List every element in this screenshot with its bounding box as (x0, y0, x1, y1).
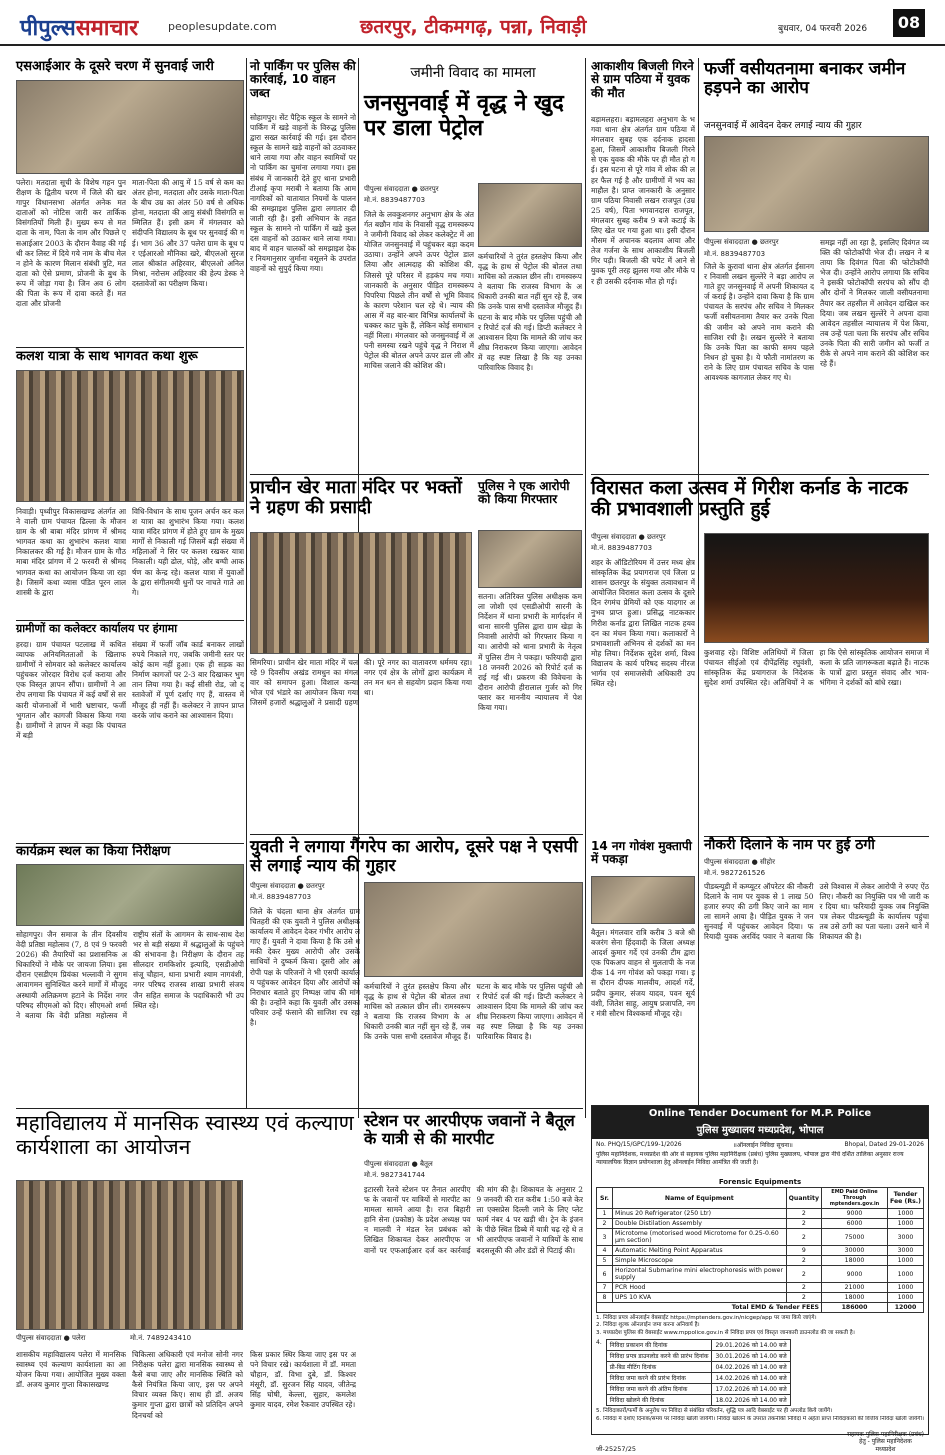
article-body-kalash-2: विधि-विधान के साथ पूजन अर्चन कर कलश यात्रा का शुभारंभ किया गया। कलश यात्रा मंदिर प्रांगण में होते हुए ग्राम के मुख्य मार्गों से निकाली गई जिसमें बड़ी संख्या में महिलाओं ने सिर पर कलश रखकर यात्रा निकाली। यही ढोल, घोड़े, और बग्घी आकर्षण का केन्द्र रहे। कलश यात्रा में युवाओं के द्वारा संगीतमयी धुनों पर नाचते गाते आगे। (132, 507, 244, 597)
photo-farji-complainants (704, 136, 929, 232)
headline-kalash: कलश यात्रा के साथ भागवत कथा शुरू (16, 349, 198, 364)
photo-kalash-yatra (16, 370, 244, 502)
tender-cell-qty: 2 (786, 1209, 821, 1219)
tender-cell-sr: 8 (597, 1293, 613, 1303)
deck-farji: जनसुनवाई में आवेदन देकर लगाई न्याय की गुहार (704, 121, 862, 131)
mobile-farji: मो.नं. 8839487703 (704, 250, 766, 258)
signatory-line-2: हेतु - पुलिस महानिदेशक (859, 1438, 912, 1446)
photo-gauvansh (591, 876, 695, 924)
section-rule (250, 474, 583, 475)
article-body-kalash: निवाड़ी। पृथ्वीपुर विकासखण्ड अंतर्गत आने वाली ग्राम पंचायत ढिल्ला के मौजन ग्राम के श्री बाबा मंदिर प्रांगण में श्रीमद भागवत कथा का शुभारंभ कलश यात्रा निकालकर की गई है। मौजन ग्राम के गौठमाबा मंदिर प्रांगण में 2 फरवरी से श्रीमद भागवत कथा का आयोजन किया जा रहा है। जिसमें कथा व्यास पंडित पूरन लाल शास्त्री के द्वारा (16, 507, 126, 597)
col-sr: Sr. (597, 1188, 613, 1209)
article-body-main-2: कर्मचारियों ने तुरंत हस्तक्षेप किया और वृद्ध के हाथ से पेट्रोल की बोतल तथा माचिस को तत्काल छीन ली। रामस्वरूप ने बताया कि राजस्व विभाग के अधिकारी उनकी बात नहीं सुन रहे हैं, जबकि उनके पास सभी दस्तावेज मौजूद हैं। घटना के बाद मौके पर पुलिस पहुंची और रिपोर्ट दर्ज की गई। डिप्टी कलेक्टर ने आश्वासन दिया कि मामले की जांच कर शीघ्र निराकरण किया जाएगा। आवेदन में वह स्पष्ट लिखा है कि यह उनका पारिवारिक विवाद है। (478, 252, 582, 373)
column-rule (698, 58, 699, 1118)
tender-schedule-number: 4. (596, 1339, 602, 1347)
tender-cell-emd: 30000 (822, 1246, 888, 1256)
edition-title: छतरपुर, टीकमगढ़, पन्ना, निवाड़ी (360, 16, 587, 38)
headline-gram: ग्रामीणों का कलेक्टर कार्यालय पर हंगामा (16, 622, 178, 635)
tender-footer (592, 1431, 928, 1455)
tender-ref-no: No. PHQ/15/GPC/199-1/2026 (596, 1141, 682, 1148)
tender-cell-name: Simple Microscope (613, 1256, 787, 1266)
mobile-rpf: मो.नं. 9827341744 (364, 1171, 426, 1179)
logo-text: पीपुल्स (20, 16, 76, 41)
schedule-row (606, 1395, 790, 1406)
tender-row (597, 1229, 924, 1246)
tender-schedule-row (592, 1337, 928, 1406)
photo-elder-protest (478, 183, 582, 247)
section-rule (591, 474, 929, 475)
kicker-land-dispute: जमीनी विवाद का मामला (410, 65, 536, 81)
schedule-label: निविदा जमा करने की प्रारंभ दिनांक (606, 1373, 712, 1384)
tender-cell-sr: 3 (597, 1229, 613, 1246)
article-body-sir-2: माता-पिता की आयु में 15 वर्ष से कम का अंतर होना, मतदाता और उसके माता-पिता के बीच उम्र का अंतर 50 वर्ष से अधिक होना, मतदाता की आयु संबंधी विसंगति सम्मिलित हैं। इसी क्रम में मंगलवार को संदीपनि विद्यालय के बूथ पर सुनवाई की गई। भाग 36 और 37 पलेरा ग्राम के बूथ पर एईआरओ मौनिका खरे, बीएलओ सुरजलाल श्रीकांत अहिरवार, बीएलओ अनिल मिश्रा, नरोत्तम अहिरवार की हेल्प डेस्क ने दस्तावेजों का परीक्षण किया। (132, 178, 244, 288)
headline-virasat: विरासत कला उत्सव में गिरीश कर्नाड के नाटक की प्रभावशाली प्रस्तुति हुई (591, 477, 908, 521)
total-label: Total EMD & Tender FEES (597, 1303, 822, 1313)
tender-cell-name: Horizontal Submarine mini electrophoresis with power supply (613, 1266, 787, 1283)
headline-sir: एसआईआर के दूसरे चरण में सुनवाई जारी (16, 59, 214, 74)
article-body-main: जिले के लवकुशनगर अनुभाग क्षेत्र के अंतर्गत बछौन गांव के निवासी वृद्ध रामस्वरूप ने जमीनी विवाद को लेकर कलेक्ट्रेट में आयोजित जनसुनवाई में पहुंचकर बड़ा कदम उठाया। उन्होंने अपने ऊपर पेट्रोल डाल लिया और आत्मदाह की कोशिश की, जिससे पूरे परिसर में हड़कंप मच गया। जानकारी के अनुसार पीड़ित रामस्वरूप पिपरिया पिछले तीन वर्षों से भूमि विवाद के कारण परेशान चल रहे थे। न्याय की आस में वह बार-बार विभिन्न कार्यालयों के चक्कर काट चुके हैं, लेकिन कोई समाधान नहीं मिला। मंगलवार को जनसुनवाई में अपनी समस्या रखने पहुंचे वृद्ध ने निराश में पेट्रोल की बोतल अपने ऊपर डाल ली और माचिस जलाने की कोशिश की। (364, 210, 474, 371)
article-body-parking: सोहागपुर। सेंट पैट्रिक स्कूल के सामने नो पार्किंग में खड़े वाहनों के विरुद्ध पुलिस द्वारा सख्त कार्रवाई की गई। इस दौरान स्कूल के सामने खड़े वाहनों को उठवाकर थाने लाया गया और वाहन स्वामियों पर नो पार्किंग का चुमांना लगाया गया। इस संबंध में जानकारी देते हुए थाना प्रभारी टीआई कृपा मराबी ने बताया कि आम नागरिकों को यातायात नियमों के पालन की समझाइश पुलिस द्वारा लगातार दी जाती रही है। इसी अभियान के तहत स्कूल के सामने नो पार्किंग में खड़े कुल दस वाहनों को उठाकर थाने लाया गया। बाद में वाहन चालकों को समझाइश देकर नियमानुसार जुर्माना वसूलने के उपरांत वाहनों को सुपुर्द किया गया। (250, 113, 356, 274)
schedule-value: 17.02.2026 को 14.00 बजे (712, 1384, 790, 1395)
tender-title: Online Tender Document for M.P. Police (592, 1106, 928, 1121)
tender-row (597, 1283, 924, 1293)
tender-cell-fee: 1000 (888, 1283, 924, 1293)
schedule-label: निविदा खोलने की दिनांक (606, 1395, 712, 1406)
tender-cell-sr: 1 (597, 1209, 613, 1219)
tender-cell-fee: 1000 (888, 1256, 924, 1266)
article-body-gangrape-2: कर्मचारियों ने तुरंत हस्तक्षेप किया और वृद्ध के हाथ से पेट्रोल की बोतल तथा माचिस को तत्काल छीन ली। रामस्वरूप ने बताया कि राजस्व विभाग के अधिकारी उनकी बात नहीं सुन रहे हैं, जबकि उनके पास सभी दस्तावेज मौजूद हैं। घटना के बाद मौके पर पुलिस पहुंची और रिपोर्ट दर्ज की गई। डिप्टी कलेक्टर ने आश्वासन दिया कि मामले की जांच कर शीघ्र निराकरण किया जाएगा। आवेदन में वह स्पष्ट लिखा है कि यह उनका पारिवारिक विवाद है। (364, 982, 583, 1042)
column-rule (246, 58, 247, 1108)
tender-note-5: 5. निविदाकारों/फर्मों के अनुरोध पर निविदा से संबंधित परिवर्तन, शुद्धि पत्र आदि वेबसाईट पर ही अपलोड किये जायेंगे। (596, 1408, 833, 1415)
column-rule (585, 58, 586, 1118)
schedule-label: निविदा जमा करने की अंतिम दिनांक (606, 1384, 712, 1395)
headline-farji: फर्जी वसीयतनामा बनाकर जमीन हड़पने का आरोप (704, 59, 906, 99)
col-fee: Tender Fee (Rs.) (888, 1188, 924, 1209)
mobile-virasat: मो.नं. 8839487703 (591, 544, 653, 552)
tender-cell-emd: 9000 (822, 1209, 888, 1219)
tender-section-title: Forensic Equipments (718, 1178, 802, 1186)
tender-cell-qty: 2 (786, 1293, 821, 1303)
schedule-row (606, 1362, 790, 1373)
tender-cell-sr: 2 (597, 1219, 613, 1229)
section-rule (250, 834, 583, 835)
headline-rpf: स्टेशन पर आरपीएफ जवानों ने बैतूल के यात्री से की मारपीट (364, 1111, 575, 1148)
byline-farji: पीपुल्स संवाददाता ● छतरपुर (704, 238, 779, 246)
article-body-mahavidyalaya: शासकीय महाविद्यालय पलेरा में मानसिक स्वास्थ्य एवं कल्याण कार्यशाला का आयोजन किया गया। आयोजित मुख्य वक्ता डॉ. अजय कुमार गुप्ता विकासखण्ड (16, 1350, 126, 1390)
tender-note-6: 6. निविदा में दर्शाए दिनांक/समय पर निविदा खोली जायेगी। निविदा खोलने के उपरांत तकनीकी निविदा में अर्हता प्राप्त निविदाकारों की वित्तीय निविदा खोली जायेगी। (596, 1415, 925, 1422)
section-rule (16, 347, 244, 348)
tender-notes (592, 1313, 928, 1337)
col-name: Name of Equipment (613, 1188, 787, 1209)
schedule-value: 18.02.2026 को 14.00 बजे (712, 1395, 790, 1406)
schedule-label: निविदा प्रकाशन की दिनांक (606, 1340, 712, 1351)
tender-cell-emd: 18000 (822, 1256, 888, 1266)
photo-sir-hearing (16, 80, 244, 174)
mobile-main: मो.नं. 8839487703 (364, 196, 426, 204)
schedule-row (606, 1384, 790, 1395)
tender-cell-fee: 1000 (888, 1293, 924, 1303)
tender-note-3: 3. मध्यप्रदेश पुलिस की वेबसाईट www.mppolice.gov.in से निविदा प्रपत्र एवं विस्तृत जानकारी डाउनलोड की जा सकती है। (596, 1329, 855, 1336)
byline-mahavidyalaya: पीपुल्स संवाददाता ● पलेरा (16, 1334, 86, 1342)
mobile-naukri: मो.नं. 9827261526 (704, 869, 766, 877)
tender-cell-name: Microtome (motorised wood Microtome for 0.25-0.60 μm section) (613, 1229, 787, 1246)
tender-cell-qty: 2 (786, 1256, 821, 1266)
tender-row (597, 1256, 924, 1266)
total-fee: 12000 (888, 1303, 924, 1313)
tender-schedule-table (606, 1339, 791, 1406)
section-rule (16, 1108, 583, 1109)
tender-cell-name: Automatic Melting Point Apparatus (613, 1246, 787, 1256)
tender-row (597, 1266, 924, 1283)
tender-cell-qty: 2 (786, 1229, 821, 1246)
tender-cell-fee: 1000 (888, 1219, 924, 1229)
headline-parking: नो पार्किंग पर पुलिस की कार्रवाई, 10 वाहन जब्त (250, 59, 356, 100)
col-emd: EMD Paid Online Through mptenders.gov.in (822, 1188, 888, 1209)
tender-cell-qty: 2 (786, 1283, 821, 1293)
section-rule (16, 620, 244, 621)
tender-date: Bhopal, Dated 29-01-2026 (844, 1141, 924, 1148)
article-body-gauvansh: बैतूल। मंगलवार रात्रि करीब 3 बजे श्री बजरंग सेना हिंदवादी के जिला अध्यक्ष आदर्श कुमार गर्दे एवं उनकी टीम द्वारा एक पिकअप वाहन से मुलतापी के नजदीक 14 नग गोवंश को पकड़ा गया। इस दौरान दीपक मालवीय, आदर्श गर्दे, प्रदीप कुमार, संजय यादव, पवन सूर्यवंशी, जितेश साहू, आयुष प्रजापति, नगर मंत्री सौरभ विश्वकर्मा मौजूद रहे। (591, 928, 695, 1018)
signatory-line-3: मध्यप्रदेश (875, 1445, 896, 1453)
article-body-sir: पलेरा। मतदाता सूची के विशेष गहन पुनरीक्षण के द्वितीय चरण में जिले की खरगापुर विधानसभा अंतर्गत अनेक मतदाताओं को नोटिस जारी कर तार्किक विसंगतियों मिली हैं। मुख्य रूप से मतदाता के नाम, पिता के नाम और पिछले एसआईआर 2003 के दौरान वैवाह की गई थी कर लिस्ट में दिये गये नाम के बीच मेल न होने के कारण मिलान संबंधी त्रुटि, मतदाता को ऐसे प्रमाण, प्रोजनी के बुथ के रूप में जोड़ा गया है। जिन अव 6 लोग की पिता के रूप में दावा करते हैं। मतदाता और प्रोजनी (16, 178, 126, 309)
article-body-police: सतना। अतिरिक्त पुलिस अधीक्षक कमला जोशी एवं एसडीओपी सारनी के निर्देशन में थाना प्रभारी के मार्गदर्शन में थाना सारनी पुलिस द्वारा ग्राम खेड़ा के निवासी आरोपी को गिरफ्तार किया गया। आरोपी को थाना प्रभारी के नेतृत्व में पुलिस टीम ने पकड़ा। फरियादी द्वारा 18 जनवरी 2026 को रिपोर्ट दर्ज कराई गई थी। प्रकरण की विवेचना के दौरान आरोपी हीरालाल गुर्जर को गिरफ्तार कर माननीय न्यायालय में पेश किया गया। (478, 592, 582, 713)
col-qty: Quantity (786, 1188, 821, 1209)
tender-title-hindi: पुलिस मुख्यालय मध्यप्रदेश, भोपाल (592, 1121, 928, 1139)
byline-virasat: पीपुल्स संवाददाता ● छतरपुर (591, 533, 666, 541)
article-body-mahavidyalaya-2: चिकित्सा अधिकारी एवं मनोज सोनी नगर निरीक्षक पलेरा द्वारा मानसिक स्वास्थ्य से कैसे बचा जाए और मानसिक स्थिति को कैसे नियंत्रित किया जाए, इस पर अपने विचार व्यक्त किए। साथ ही डॉ. अजय कुमार गुप्ता द्वारा छात्रों को प्रतिदिन अपने दिनचर्या को (132, 1350, 243, 1420)
tender-cell-qty: 2 (786, 1266, 821, 1283)
article-body-mahavidyalaya-3: किस प्रकार स्थिर किया जाए इस पर अपने विचार रखे। कार्यशाला में डॉ. ममता चौहान, डॉ. विभा दुबे, डॉ. किश्वर मंसूरी, डॉ. सुरजन सिंह यादव, जीतेन्द्र सिंह घोषी, केल्ला, सुहार, कमलेश कुमार यादव, रमेश रैकवार उपस्थित रहे। (250, 1350, 356, 1410)
tender-notice-label: ॥ऑनलाईन निविदा सूचना॥ (733, 1142, 793, 1149)
article-body-gram-2: संख्या में फर्जी जॉब कार्ड बनाकर लाखों रुपये निकाले गए, जबकि जमीनी स्तर पर कोई काम नहीं हुआ। एक ही सड़क का निर्माण कागजों पर 2-3 बार दिखाकर भुगतान लिया गया है। कई सीसी रोड, जो दस्तावेजों में पूर्ण दर्शाए गए हैं, वास्तव में मौजूद ही नहीं हैं। कलेक्टर ने ज्ञापन प्राप्त करके जांच कराने का आश्वासन दिया। (132, 640, 244, 720)
byline-gangrape: पीपुल्स संवाददाता ● छतरपुर (250, 882, 325, 890)
tender-signatory (847, 1431, 924, 1454)
tender-cell-sr: 4 (597, 1246, 613, 1256)
schedule-row (606, 1351, 790, 1362)
tender-ref-row (592, 1139, 928, 1151)
headline-bijli: आकाशीय बिजली गिरने से ग्राम पठिया में युवक की मौत (591, 59, 694, 100)
schedule-value: 14.02.2026 को 14.00 बजे (712, 1373, 790, 1384)
tender-cell-emd: 18000 (822, 1293, 888, 1303)
tender-cell-name: PCR Hood (613, 1283, 787, 1293)
tender-cell-qty: 2 (786, 1219, 821, 1229)
tender-row (597, 1209, 924, 1219)
article-body-bijli: बड़ामलहरा। बड़ामलहरा अनुभाग के भगवा थाना क्षेत्र अंतर्गत ग्राम पठिया में मंगलवार सुबह एक दर्दनाक हादसा हुआ, जिसमें आकाशीय बिजली गिरने से एक युवक की मौके पर ही मौत हो गई। इस घटना से पूरे गांव में शोक की लहर फैल गई है और ग्रामीणों में भय का माहौल है। प्राप्त जानकारी के अनुसार ग्राम पठिया निवासी लखन राजपूत (उम्र 25 वर्ष), पिता भगवानदास राजपूत, मंगलवार सुबह करीब 9 बजे कटाई के लिए खेत पर गया हुआ था। इसी दौरान मौसम में अचानक बदलाव आया और तेज गर्जना के साथ आकाशीय बिजली गिर पड़ी। बिजली की चपेट में आने से युवक पूरी तरह झुलस गया और मौके पर ही उसकी दर्दनाक मौत हो गई। (591, 115, 695, 286)
tender-note-2: 2. निविदा शुल्क ऑनलाईन जमा करना अनिवार्य है। (596, 1322, 700, 1329)
website-link[interactable]: peoplesupdate.com (168, 20, 277, 33)
article-body-farji-2: समझ नहीं आ रहा है, इसलिए दिवंगत व्यक्ति की फोटोकॉपी भेज दी। लखन ने बताया कि दिवंगत पिता की फोटोकॉपी भेज दी। उन्होंने आरोप लगाया कि सचिव ने इसकी फोटोकॉपी सरपंच को सौंप दी और दोनों ने मिलकर जाली वसीयतनामा तैयार कर तहसील में आवेदन दाखिल कर दिया। जब लखन सुल्लेरे ने अपना दावा आवेदन तहसील न्यायालय में पेश किया, तब उन्हें पता चला कि सरपंच और सचिव उनके पिता की सारी जमीन को फर्जी तरीके से अपने नाम कराने की कोशिश कर रहे हैं। (820, 238, 929, 369)
tender-row (597, 1246, 924, 1256)
tender-equipment-table (596, 1187, 924, 1313)
mobile-gangrape: मो.नं. 8839487703 (250, 893, 312, 901)
tender-note-1: 1. निविदा प्रपत्र ऑनलाईन वेबसाईट https://mptenders.gov.in/nicgep/app पर जमा किये जाएंगे। (596, 1315, 817, 1321)
headline-naukri: नौकरी दिलाने के नाम पर हुई ठगी (704, 837, 875, 853)
article-body-rpf: इटारसी रेलवे स्टेशन पर तैनात आरपीएफ के जवानों पर यात्रियों से मारपीट का मामला सामने आया है। राज बिहारी हानि सेना (प्रकोष्ठ) के प्रदेश अध्यक्ष पवन मालवी ने मंडल रेल प्रबंधक को लिखित शिकायत देकर आरपीएफ जवानों पर एफआईआर दर्ज कर कार्रवाई की मांग की है। शिकायत के अनुसार 29 जनवरी की रात करीब 1:50 बजे केरला एक्सप्रेस दिल्ली जाने के लिए प्लेटफार्म नंबर 4 पर खड़ी थी। ट्रेन के इंजन के पीछे स्थित डिब्बे में यात्री चढ़ रहे थे तभी आरपीएफ जवानों ने यात्रियों के साथ बदसलूकी की और डंडों से पिटाई की। (364, 1185, 583, 1255)
tender-cell-name: Double Distilation Assembly (613, 1219, 787, 1229)
headline-main: जनसुनवाई में वृद्ध ने खुद पर डाला पेट्रोल (364, 91, 564, 141)
schedule-label: निविदा प्रपत्र डाउनलोड करने की प्रारंभ दिनांक (606, 1351, 712, 1362)
tender-cell-name: Minus 20 Refrigerator (250 Ltr) (613, 1209, 787, 1219)
tender-cell-sr: 7 (597, 1283, 613, 1293)
photo-gangrape-party (364, 882, 583, 977)
tender-intro: पुलिस महानिदेशक, मध्यप्रदेश की ओर से सहायक पुलिस महानिरीक्षक (प्रबंध) पुलिस मुख्यालय, भोपाल द्वारा नीचे दर्शित तालिका अनुसार राज्य न्यायालयिक विज्ञान प्रयोगशाला हेतु ऑनलाईन निविदा आमंत्रित की जाती है। (596, 1151, 904, 1166)
photo-police-arrest (478, 530, 582, 588)
byline-rpf: पीपुल्स संवाददाता ● बैतूल (364, 1160, 433, 1168)
tender-cell-emd: 6000 (822, 1219, 888, 1229)
headline-police-arrest: पुलिस ने एक आरोपी को किया गिरफ्तार (478, 479, 570, 507)
tender-cell-sr: 6 (597, 1266, 613, 1283)
headline-mahavidyalaya: महाविद्यालय में मानसिक स्वास्थ्य एवं कल्याण कार्यशाला का आयोजन (16, 1111, 354, 1159)
byline-naukri: पीपुल्स संवाददाता ● सीहोर (704, 858, 775, 866)
photo-mahavidyalaya (16, 1180, 243, 1330)
article-body-karyakram: सोहागपुर। जैन समाज के तीन दिवसीय वेदी प्रतिष्ठा महोत्सव (7, 8 एवं 9 फरवरी 2026) की तैयारियों का प्रशासनिक अधिकारियों ने मौके पर जायजा लिया। इस दौरान एसडीएम प्रियंका भल्लावी ने सुगम आवागमन सुनिश्चित करने मार्गों में मौजूद अस्थायी अतिक्रमण हटाने के निर्देश नगर परिषद सीएमओ को दिए। सीएमओ शर्मा ने बताया कि वेदी प्रतिष्ठा महोत्सव में राष्ट्रीय संतों के आगमन के साथ-साथ देशभर से बड़ी संख्या में श्रद्धालुओं के पहुंचने की संभावना है। निरीक्षण के दौरान तहसीलदार रामकिशोर इत्यादि, एसडीओपी संजू चौहान, थाना प्रभारी श्याम नागवंशी, नगर परिषद राजस्व शाखा प्रभारी संजय जैन सहित समाज के पदाधिकारी भी उपस्थित रहे। (16, 930, 244, 1020)
article-body-farji: जिले के कुरावां थाना क्षेत्र अंतर्गत ईसानगर निवासी लखन सुल्लेरे ने बड़ा आरोप लगाते हुए जनसुनवाई में अपनी शिकायत दर्ज कराई है। उन्होंने दावा किया है कि ग्राम पंचायत के सरपंच और सचिव ने मिलकर फर्जी वसीयतनामा तैयार कर उनके पिता की जमीन को अपने नाम कराने की साजिश रची है। लखन सुल्लेरे ने बताया कि उनके पिता का काफी समय पहले निधन हो चुका है। ये फौती नामांतरण कराने के लिए ग्राम पंचायत सचिव के पास आवश्यक कागजात लेकर गए थे। (704, 262, 814, 383)
tender-cell-name: UPS 10 KVA (613, 1293, 787, 1303)
tender-cell-emd: 75000 (822, 1229, 888, 1246)
newspaper-logo[interactable] (20, 12, 138, 42)
tender-cell-qty: 9 (786, 1246, 821, 1256)
logo-accent: समाचार (75, 16, 139, 41)
masthead (0, 0, 945, 46)
article-body-naukri: पीडब्ल्यूडी में कम्प्यूटर ऑपरेटर की नौकरी दिलाने के नाम पर युवक से 1 लाख 50 हजार रुपए की ठगी किए जाने का मामला सामने आया है। पीड़ित युवक ने जनसुनवाई में पहुंचकर आवेदन दिया। फरियादी युवक अरविंद पवार ने बताया कि उसे विश्वास में लेकर आरोपी ने रुपए ऐंठ लिए। नौकरी का नियुक्ति पत्र भी जारी कर दिया था। फरियादी युवक जब नियुक्ति पत्र लेकर पीडब्ल्यूडी के कार्यालय पहुंचा तब उसे ठगी का पता चला। उसने थाने में शिकायत की है। (704, 882, 929, 942)
schedule-label: प्री-बिड मीटिंग दिनांक (606, 1362, 712, 1373)
article-body-virasat: शहर के ऑडिटोरियम में उत्तर मध्य क्षेत्र सांस्कृतिक केंद्र प्रयागराज एवं जिला प्रशासन छतरपुर के संयुक्त तत्वावधान में आयोजित विरासत कला उत्सव के दूसरे दिन रंगमंच प्रेमियों को एक यादगार अनुभव प्राप्त हुआ। प्रसिद्ध नाटककार गिरीश कर्नाड द्वारा लिखित नाटक हयवदन का मंचन किया गया। कलाकारों ने प्रभावशाली अभिनय से दर्शकों का मन मोह लिया। निर्देशक सुदेश शर्मा, विश्वविद्यालय के कार्य परिषद सदस्य नीरज भार्गव एवं समाजसेवी अधिकारी उपस्थित रहे। (591, 558, 695, 689)
byline-main: पीपुल्स संवाददाता ● छतरपुर (364, 185, 439, 193)
tender-ad-code: जी-25257/25 (596, 1445, 636, 1454)
tender-cell-fee: 1000 (888, 1266, 924, 1283)
photo-kher-mata (250, 532, 472, 654)
article-body-gangrape: जिले के चंदला थाना क्षेत्र अंतर्गत ग्राम चितहरी की एक युवती ने पुलिस अधीक्षक कार्यालय में आवेदन देकर गंभीर आरोप लगाए हैं। युवती ने दावा किया है कि उसे धमकी देकर मुख्य आरोपी और उसके साथियों ने दुष्कर्म किया। दूसरी ओर आरोपी पक्ष के परिजनों ने भी एसपी कार्यालय पहुंचकर आवेदन दिया और आरोपों को निराधार बताते हुए निष्पक्ष जांच की मांग की है। उन्होंने कहा कि युवती और उसका परिवार उन्हें फंसाने की साजिश रच रहा है। (250, 907, 360, 1028)
total-emd: 186000 (822, 1303, 888, 1313)
tender-cell-emd: 9000 (822, 1266, 888, 1283)
signatory-line-1: सहायक पुलिस महानिरीक्षक (प्रबंध) (846, 1430, 924, 1438)
headline-gauvansh: 14 नग गोवंश मुक्तापी में पकड़ा (591, 839, 692, 867)
headline-kher-mata: प्राचीन खेर माता मंदिर पर भक्तों ने ग्रहण की प्रसादी (250, 477, 462, 519)
tender-cell-emd: 21000 (822, 1283, 888, 1293)
schedule-row (606, 1373, 790, 1384)
article-body-gram: हरदा। ग्राम पंचायत पटलाख में कथित व्यापक अनियमितताओं के खिलाफ ग्रामीणों ने सोमवार को कलेक्टर कार्यालय पहुंचकर जोरदार विरोध दर्ज कराया और एक विस्तृत ज्ञापन सौंपा। ग्रामीणों ने आरोप लगाया कि पंचायत में कई वर्षों से सरकारी योजनाओं में भारी भ्रष्टाचार, फर्जी भुगतान और कागजी विकास किया गया है। ग्रामीणों ने ज्ञापन में कहा कि पंचायत में बड़ी (16, 640, 126, 740)
schedule-value: 29.01.2026 को 14.00 बजे (712, 1340, 790, 1351)
tender-cell-fee: 3000 (888, 1229, 924, 1246)
schedule-value: 30.01.2026 को 14.00 बजे (712, 1351, 790, 1362)
schedule-value: 04.02.2026 को 14.00 बजे (712, 1362, 790, 1373)
article-body-kher: सिमरिया। प्राचीन खेर माता मंदिर में चल रहे 9 दिवसीय अखंड रामधुन का मंगलवार को समापन हुआ। विशाल कन्या भोज एवं भंडारे का आयोजन किया गया जिसमें हजारों श्रद्धालुओं ने प्रसादी ग्रहण की। पूरे नगर का वातावरण धर्ममय रहा। नगर एवं क्षेत्र के लोगों द्वारा कार्यक्रम में तन मन धन से सहयोग प्रदान किया गया था। (250, 658, 472, 708)
tender-row (597, 1293, 924, 1303)
tender-cell-fee: 1000 (888, 1209, 924, 1219)
tender-row (597, 1219, 924, 1229)
article-body-virasat-2: कुशवाह रहे। विशिष्ट अतिथियों में जिला पंचायत सीईओ एवं दीपेंद्रसिंह रघुवंशी, सांस्कृतिक केंद्र प्रयागराज के निदेशक सुदेश शर्मा उपस्थित रहे। अतिथियों ने कहा कि ऐसे सांस्कृतिक आयोजन समाज में कला के प्रति जागरूकता बढ़ाते हैं। नाटक के पात्रों द्वारा प्रस्तुत संवाद और भाव-भंगिमा ने दर्शकों को बांधे रखा। (704, 648, 929, 688)
tender-cell-fee: 3000 (888, 1246, 924, 1256)
edition-date: बुधवार, 04 फरवरी 2026 (778, 24, 868, 34)
photo-karyakram (16, 864, 244, 926)
headline-karyakram: कार्यक्रम स्थल का किया निरीक्षण (16, 844, 171, 859)
headline-gangrape: युवती ने लगाया गैंगरेप का आरोप, दूसरे पक्ष ने एसपी से लगाई न्याय की गुहार (250, 837, 578, 877)
tender-cell-sr: 5 (597, 1256, 613, 1266)
schedule-row (606, 1340, 790, 1351)
mobile-mahavidyalaya: मो.नं. 7489243410 (130, 1334, 192, 1342)
page-number: 08 (893, 9, 925, 37)
tender-advertisement (591, 1105, 929, 1454)
photo-virasat-play (704, 533, 929, 643)
